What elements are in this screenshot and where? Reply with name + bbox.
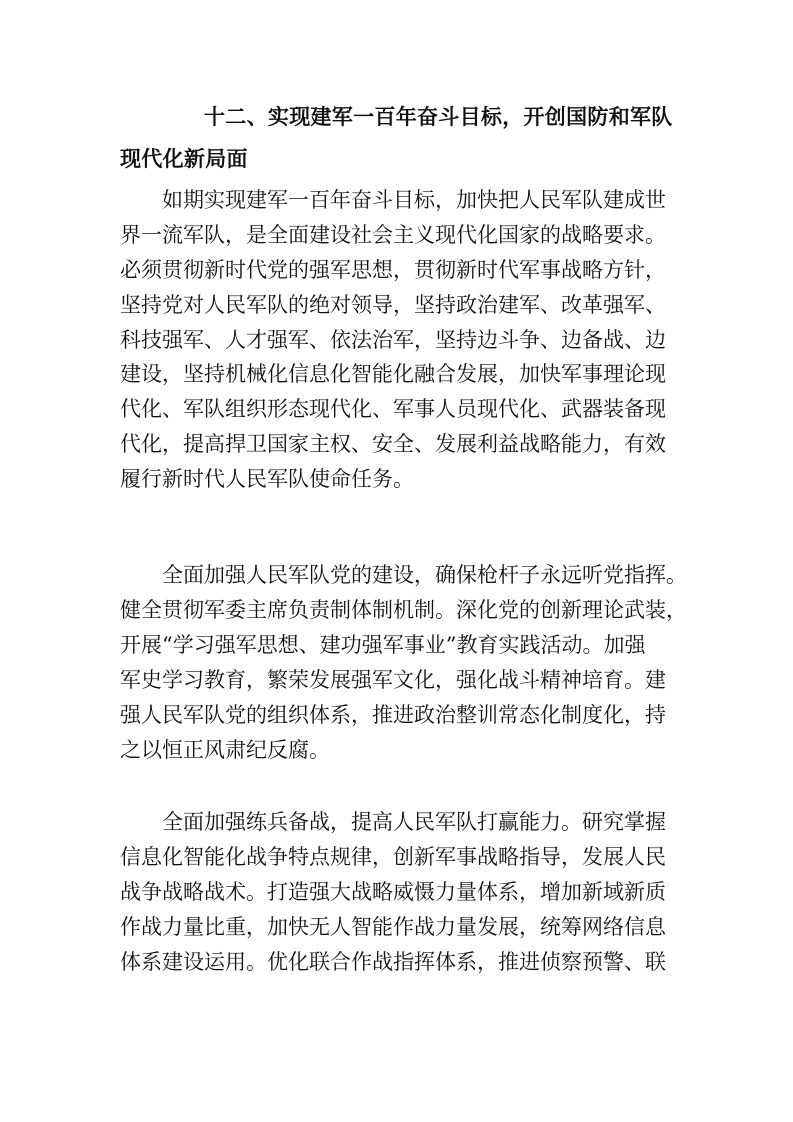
section-heading-line-2: 现代化新局面 — [120, 147, 248, 171]
paragraph-line: 界一流军队，是全面建设社会主义现代化国家的战略要求。 — [120, 222, 666, 247]
paragraph-3 — [120, 805, 680, 980]
paragraph-line: 履行新时代人民军队使命任务。 — [120, 467, 414, 492]
paragraph-line: 坚持党对人民军队的绝对领导，坚持政治建军、改革强军、 — [120, 292, 666, 317]
paragraph-line: 战争战略战术。打造强大战略威慑力量体系，增加新域新质 — [120, 880, 666, 904]
paragraph-line: 全面加强人民军队党的建设，确保枪杆子永远听党指挥。 — [162, 563, 687, 587]
paragraph-2 — [120, 558, 687, 768]
paragraph-line: 建设，坚持机械化信息化智能化融合发展，加快军事理论现 — [120, 362, 666, 387]
paragraph-line: 强人民军队党的组织体系，推进政治整训常态化制度化，持 — [120, 703, 666, 727]
paragraph-line: 代化、军队组织形态现代化、军事人员现代化、武器装备现 — [120, 397, 666, 422]
section-heading-line-1: 十二、实现建军一百年奋斗目标，开创国防和军队 — [204, 105, 673, 129]
paragraph-line: 代化，提高捍卫国家主权、安全、发展利益战略能力，有效 — [120, 432, 666, 457]
paragraph-line: 健全贯彻军委主席负责制体制机制。深化党的创新理论武装， — [120, 598, 687, 622]
paragraph-line: 军史学习教育，繁荣发展强军文化，强化战斗精神培育。建 — [120, 668, 666, 692]
section-heading — [120, 96, 680, 180]
paragraph-line: 全面加强练兵备战，提高人民军队打赢能力。研究掌握 — [162, 810, 666, 834]
paragraph-line: 开展“学习强军思想、建功强军事业”教育实践活动。加强 — [120, 633, 646, 657]
paragraph-line: 体系建设运用。优化联合作战指挥体系，推进侦察预警、联 — [120, 950, 666, 974]
paragraph-line: 如期实现建军一百年奋斗目标，加快把人民军队建成世 — [162, 188, 666, 212]
paragraph-line: 之以恒正风肃纪反腐。 — [120, 738, 330, 762]
paragraph-line: 信息化智能化战争特点规律，创新军事战略指导，发展人民 — [120, 845, 666, 869]
paragraph-1 — [120, 183, 680, 497]
paragraph-line: 作战力量比重，加快无人智能作战力量发展，统筹网络信息 — [120, 915, 666, 939]
paragraph-line: 科技强军、人才强军、依法治军，坚持边斗争、边备战、边 — [120, 327, 666, 352]
paragraph-line: 必须贯彻新时代党的强军思想，贯彻新时代军事战略方针， — [120, 257, 666, 282]
